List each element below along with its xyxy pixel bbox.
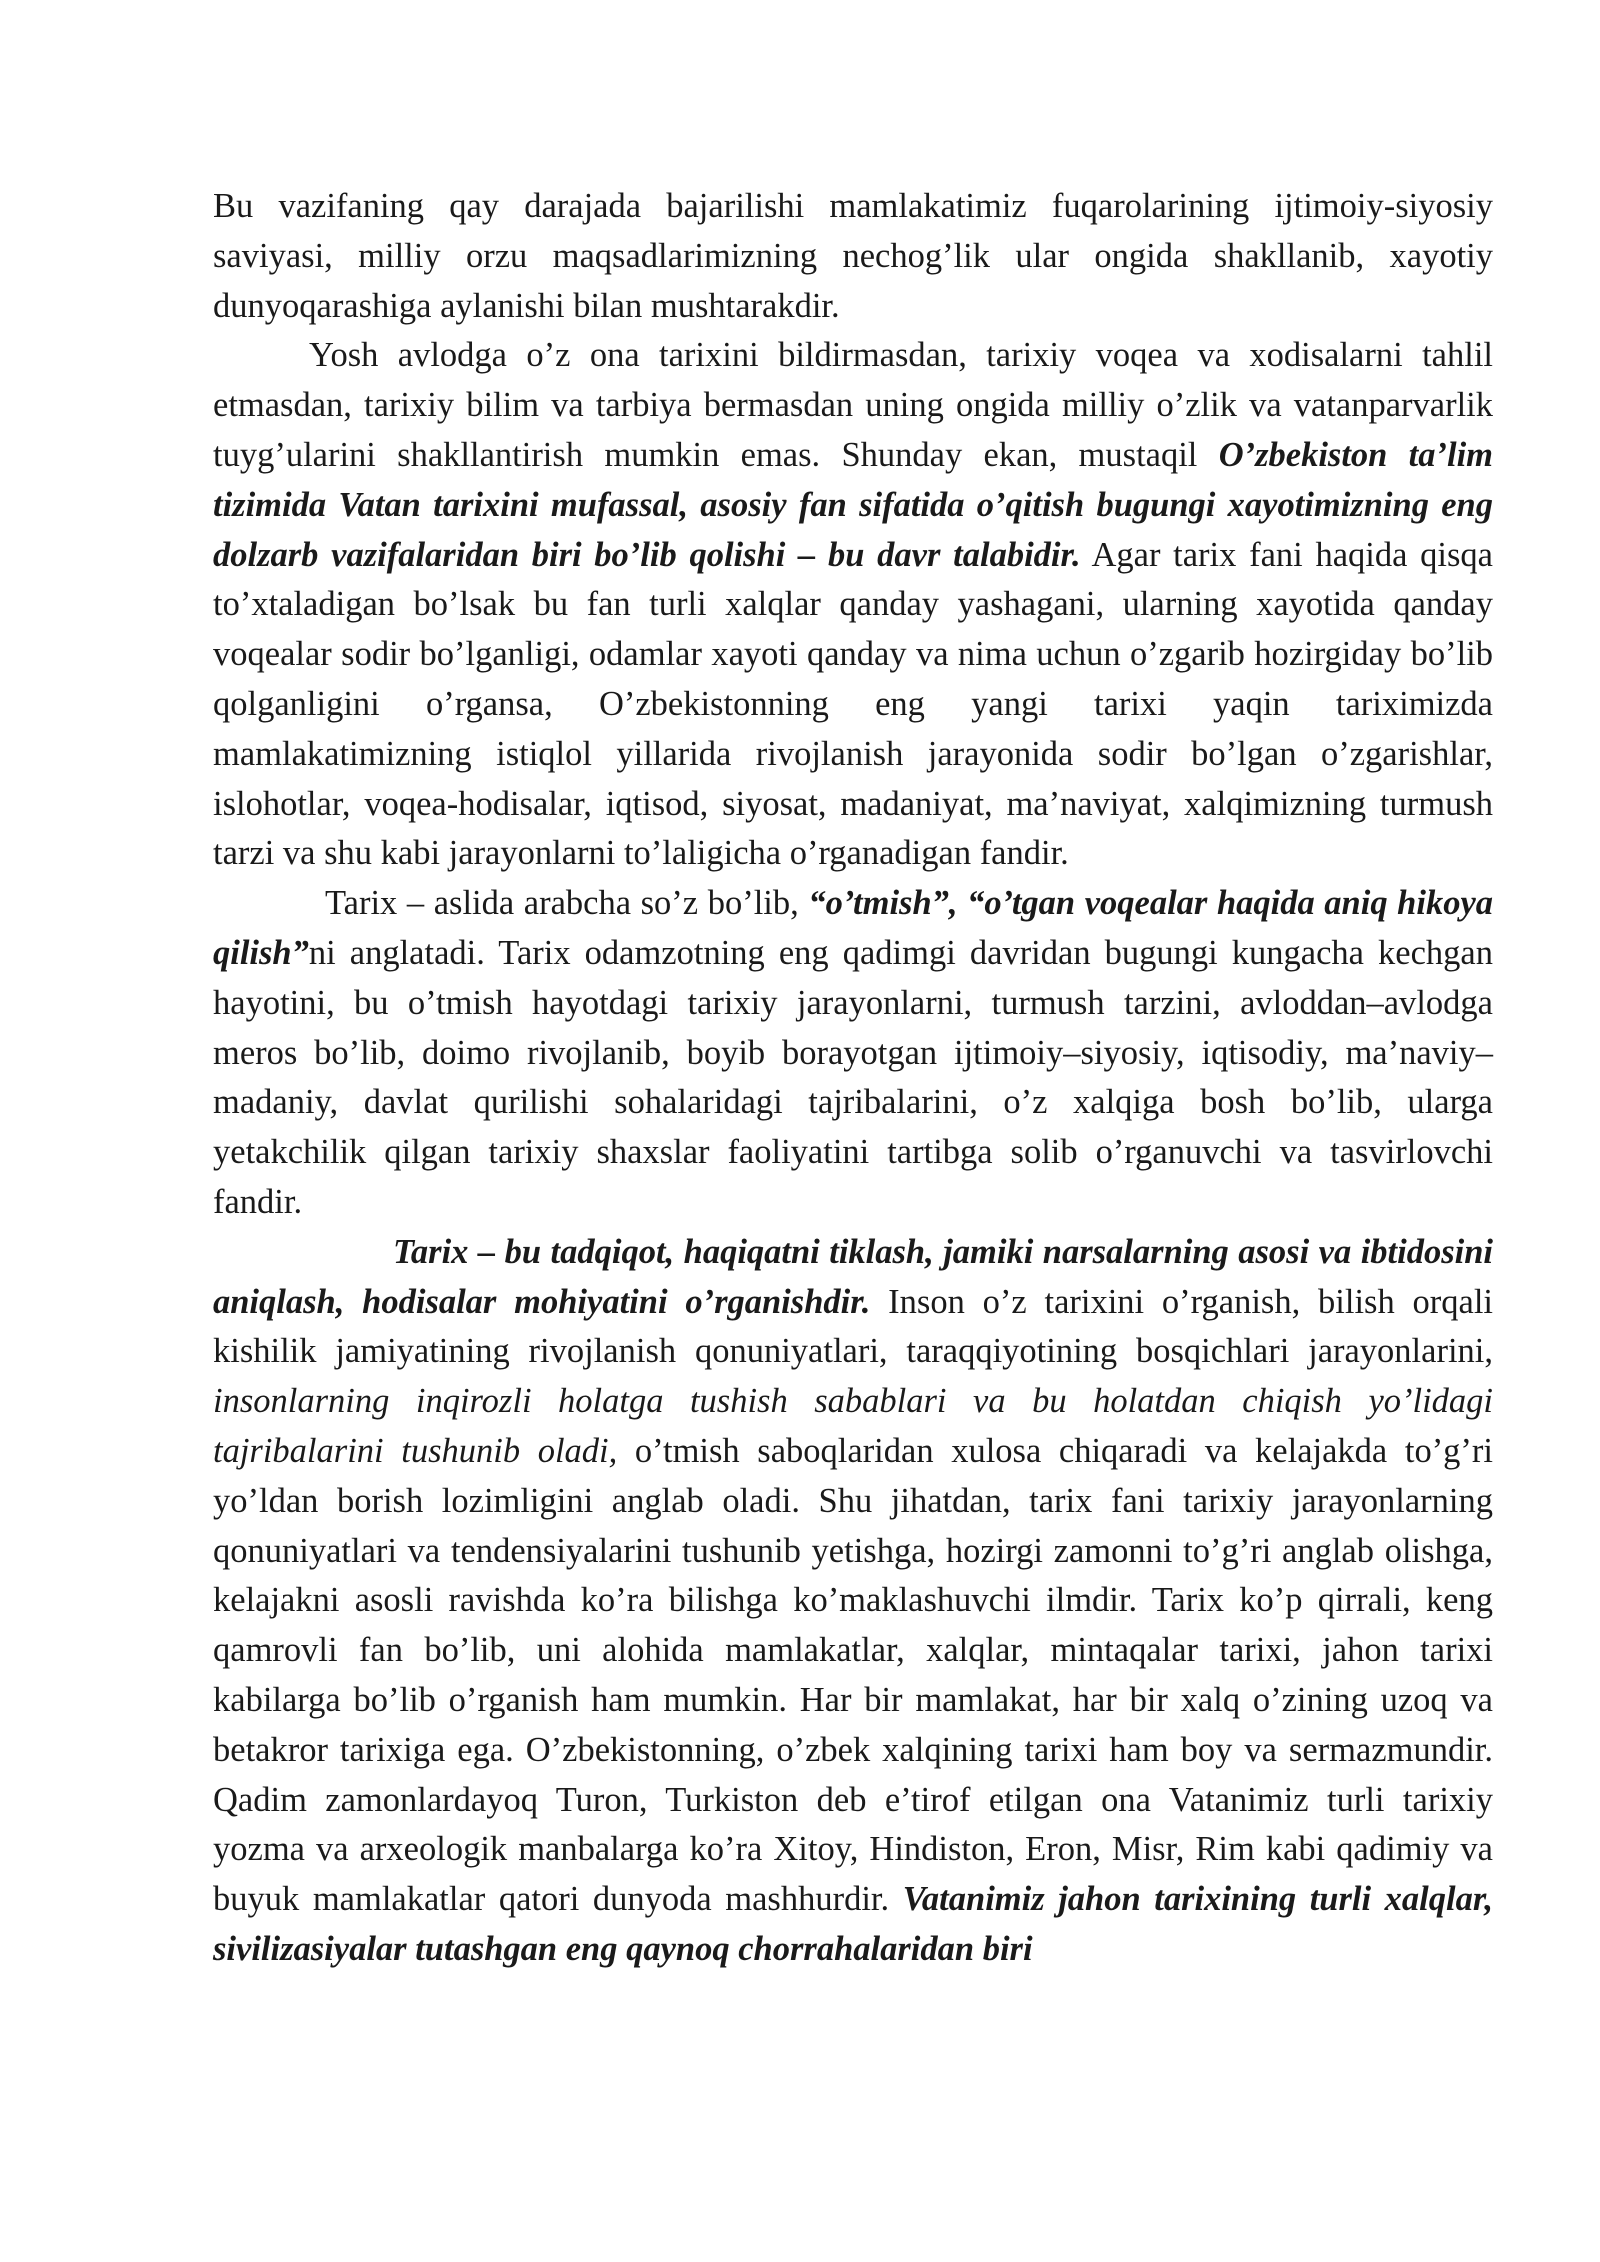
- paragraph-3-text-continued: ni anglatadi. Tarix odamzotning eng qadimgi davridan bugungi kungacha kechgan hayotini, bu o’tmish hayotdagi tarixiy jarayonlarni, turmush tarzini, avloddan–avlodga meros bo’lib, doimo rivojlanib, boyib borayotgan ijtimoiy–siyosiy, iqtisodiy, ma’naviy–madaniy, davlat qurilishi sohalaridagi tajribalarini, o’z xalqiga bosh bo’lib, ularga yetakchilik qilgan tarixiy shaxslar faoliyatini tartibga solib o’rganuvchi va tasvirlovchi fandir.: [213, 933, 1493, 1221]
- paragraph-4-italic-phrase: insonlarning inqirozli holatga tushish sabablari va bu holatdan chiqish yo’lidagi tajribalarini tushunib oladi,: [213, 1382, 1493, 1470]
- paragraph-2-bold-italic-emphasis: O’zbekiston ta’lim tizimida Vatan tarixini mufassal, asosiy fan sifatida o’qitish bugungi xayotimizning eng dolzarb vazifalaridan biri bo’lib qolishi – bu davr talabidir.: [213, 435, 1493, 574]
- paragraph-4-bold-italic-definition: Tarix – bu tadqiqot, haqiqatni tiklash, jamiki narsalarning asosi va ibtidosini aniqlash, hodisalar mohiyatini o’rganishdir.: [213, 1232, 1493, 1321]
- paragraph-2: [213, 331, 1493, 879]
- document-page: [213, 182, 1493, 1975]
- paragraph-4-text-continued: o’tmish saboqlaridan xulosa chiqaradi va kelajakda to’g’ri yo’ldan borish lozimligini anglab oladi. Shu jihatdan, tarix fani tarixiy jarayonlarning qonuniyatlari va tendensiyalarini tushunib yetishga, hozirgi zamonni to’g’ri anglab olishga, kelajakni asosli ravishda ko’ra bilishga ko’maklashuvchi ilmdir. Tarix ko’p qirrali, keng qamrovli fan bo’lib, uni alohida mamlakatlar, xalqlar, mintaqalar tarixi, jahon tarixi kabilarga bo’lib o’rganish ham mumkin. Har bir mamlakat, har bir xalq o’zining uzoq va betakror tarixiga ega. O’zbekistonning, o’zbek xalqining tarixi ham boy va sermazmundir. Qadim zamonlardayoq Turon, Turkiston deb e’tirof etilgan ona Vatanimiz turli tarixiy yozma va arxeologik manbalarga ko’ra Xitoy, Hindiston, Eron, Misr, Rim kabi qadimiy va buyuk mamlakatlar qatori dunyoda mashhurdir.: [213, 1431, 1493, 1919]
- paragraph-4-bold-italic-closing: Vatanimiz jahon tarixining turli xalqlar, sivilizasiyalar tutashgan eng qaynoq chorrahalaridan biri: [213, 1880, 1493, 1968]
- paragraph-2-text: Yosh avlodga o’z ona tarixini bildirmasdan, tarixiy voqea va xodisalarni tahlil etmasdan, tarixiy bilim va tarbiya bermasdan uning ongida milliy o’zlik va vatanparvarlik tuyg’ularini shakllantirish mumkin emas. Shunday ekan, mustaqil: [213, 336, 1493, 474]
- paragraph-4: [213, 1228, 1493, 1975]
- paragraph-1-text: Bu vazifaning qay darajada bajarilishi mamlakatimiz fuqarolarining ijtimoiy-siyosiy saviyasi, milliy orzu maqsadlarimizning nechog’lik ular ongida shakllanib, xayotiy dunyoqarashiga aylanishi bilan mushtarakdir.: [213, 187, 1493, 325]
- paragraph-3-bold-italic-emphasis: “o’tmish”, “o’tgan voqealar haqida aniq hikoya qilish”: [213, 884, 1494, 972]
- paragraph-3: [213, 879, 1493, 1228]
- paragraph-1: [213, 182, 1493, 331]
- paragraph-3-text: Tarix – aslida arabcha so’z bo’lib,: [325, 884, 809, 923]
- paragraph-4-text: Inson o’z tarixini o’rganish, bilish orqali kishilik jamiyatining rivojlanish qonuniyatlari, taraqqiyotining bosqichlari jarayonlarini,: [213, 1282, 1493, 1371]
- paragraph-2-text-continued: Agar tarix fani haqida qisqa to’xtaladigan bo’lsak bu fan turli xalqlar qanday yashagani, ularning xayotida qanday voqealar sodir bo’lganligi, odamlar xayoti qanday va nima uchun o’zgarib hozirgiday bo’lib qolganligini o’rgansa, O’zbekistonning eng yangi tarixi yaqin tariximizda mamlakatimizning istiqlol yillarida rivojlanish jarayonida sodir bo’lgan o’zgarishlar, islohotlar, voqea-hodisalar, iqtisod, siyosat, madaniyat, ma’naviyat, xalqimizning turmush tarzi va shu kabi jarayonlarni to’laligicha o’rganadigan fandir.: [213, 535, 1493, 873]
